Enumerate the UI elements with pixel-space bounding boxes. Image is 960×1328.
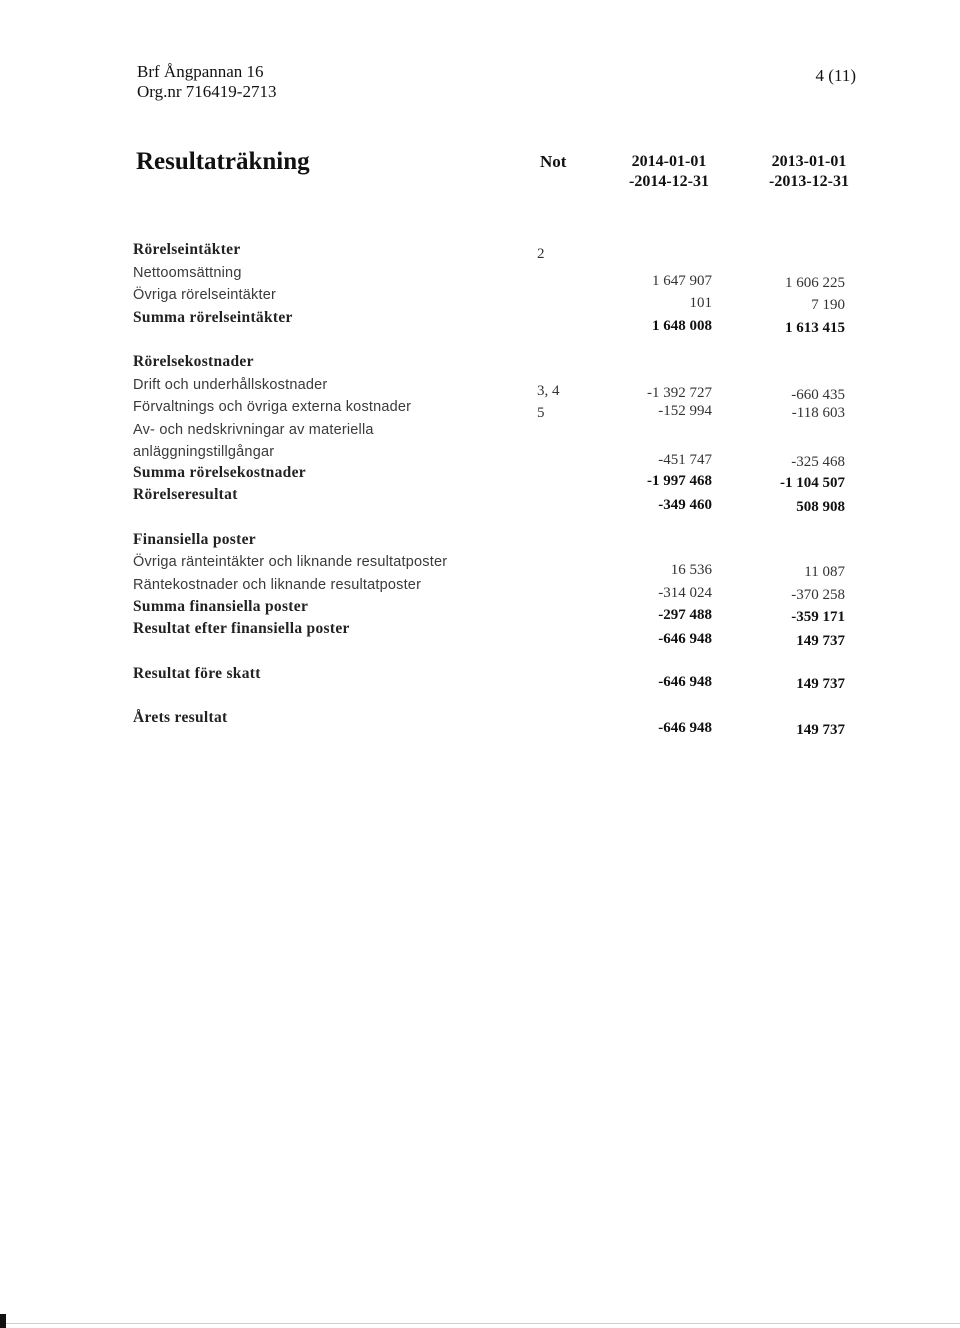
table-row (0, 462, 960, 491)
row-label: Resultat före skatt (133, 665, 261, 682)
row-value-2014: 16 536 (670, 562, 712, 578)
org-name: Brf Ångpannan 16 (137, 62, 264, 81)
row-value-2014: -349 460 (658, 497, 712, 513)
table-row (0, 262, 960, 291)
table-row (0, 239, 960, 261)
table-row (0, 707, 960, 738)
row-label: Övriga ränteintäkter och liknande resultatposter (133, 554, 448, 570)
row-value-2014: -152 994 (658, 403, 712, 419)
row-value-2013: -325 468 (791, 454, 845, 470)
row-value-2014: 1 648 008 (652, 318, 712, 334)
row-value-2014: -314 024 (658, 585, 712, 601)
period-2014-column-header (610, 152, 728, 192)
row-value-2013: -118 603 (791, 405, 845, 421)
row-label: anläggningstillgångar (133, 444, 275, 460)
row-value-2013: 149 737 (796, 722, 845, 738)
scan-edge-mark (0, 1314, 6, 1328)
row-value-2014: -451 747 (658, 452, 712, 468)
table-row (0, 551, 960, 580)
row-value-2013: 508 908 (796, 499, 845, 515)
row-value-2013: -370 258 (791, 587, 845, 603)
row-label: Summa rörelsekostnader (133, 464, 306, 481)
period-2013-end: -2013-12-31 (769, 173, 849, 190)
row-value-2014: -297 488 (658, 607, 712, 623)
period-2014-end: -2014-12-31 (629, 173, 709, 190)
table-row (0, 284, 960, 313)
table-row (0, 574, 960, 603)
period-2013-start: 2013-01-01 (771, 153, 847, 170)
row-value-2014: -1 392 727 (647, 385, 712, 401)
row-label: Rörelseresultat (133, 486, 238, 503)
table-row (0, 618, 960, 649)
row-label: Övriga rörelseintäkter (133, 287, 277, 303)
row-note: 5 (537, 405, 545, 421)
row-value-2014: -646 948 (658, 720, 712, 736)
row-label: Summa finansiella poster (133, 598, 309, 615)
table-row (0, 441, 960, 470)
page-number: 4 (11) (815, 66, 856, 85)
row-value-2014: -646 948 (658, 631, 712, 647)
row-label: Nettoomsättning (133, 265, 242, 281)
period-2014-start: 2014-01-01 (631, 153, 707, 170)
page-title: Resultaträkning (136, 148, 310, 175)
row-label: Av- och nedskrivningar av materiella (133, 422, 374, 438)
row-label: Summa rörelseintäkter (133, 309, 293, 326)
row-value-2013: -1 104 507 (780, 475, 845, 491)
row-label: Räntekostnader och liknande resultatposter (133, 577, 422, 593)
row-label: Resultat efter finansiella poster (133, 620, 350, 637)
row-note: 2 (537, 246, 545, 262)
table-row (0, 396, 960, 421)
row-value-2013: -660 435 (791, 387, 845, 403)
row-label: Förvaltnings och övriga externa kostnader (133, 399, 412, 415)
row-value-2013: -359 171 (791, 609, 845, 625)
row-label: Rörelsekostnader (133, 353, 254, 370)
scan-edge-line (0, 1323, 960, 1324)
org-number: Org.nr 716419-2713 (137, 82, 277, 101)
table-row (0, 419, 960, 441)
row-value-2014: 101 (689, 295, 712, 311)
period-2013-column-header (750, 152, 868, 192)
table-row (0, 351, 960, 373)
row-value-2013: 7 190 (811, 297, 845, 313)
org-header (137, 62, 276, 102)
row-value-2013: 149 737 (796, 676, 845, 692)
row-label: Drift och underhållskostnader (133, 377, 328, 393)
table-row (0, 374, 960, 403)
row-value-2013: 149 737 (796, 633, 845, 649)
table-row (0, 596, 960, 625)
row-note: 3, 4 (537, 383, 560, 399)
row-value-2013: 1 613 415 (785, 320, 845, 336)
row-label: Årets resultat (133, 709, 228, 726)
table-row (0, 307, 960, 336)
note-column-header: Not (540, 152, 567, 171)
row-value-2013: 11 087 (804, 564, 845, 580)
row-label: Rörelseintäkter (133, 241, 241, 258)
row-value-2014: 1 647 907 (652, 273, 712, 289)
row-value-2014: -1 997 468 (647, 473, 712, 489)
row-label: Finansiella poster (133, 531, 256, 548)
table-row (0, 484, 960, 515)
row-value-2014: -646 948 (658, 674, 712, 690)
table-row (0, 663, 960, 692)
table-row (0, 529, 960, 551)
row-value-2013: 1 606 225 (785, 275, 845, 291)
